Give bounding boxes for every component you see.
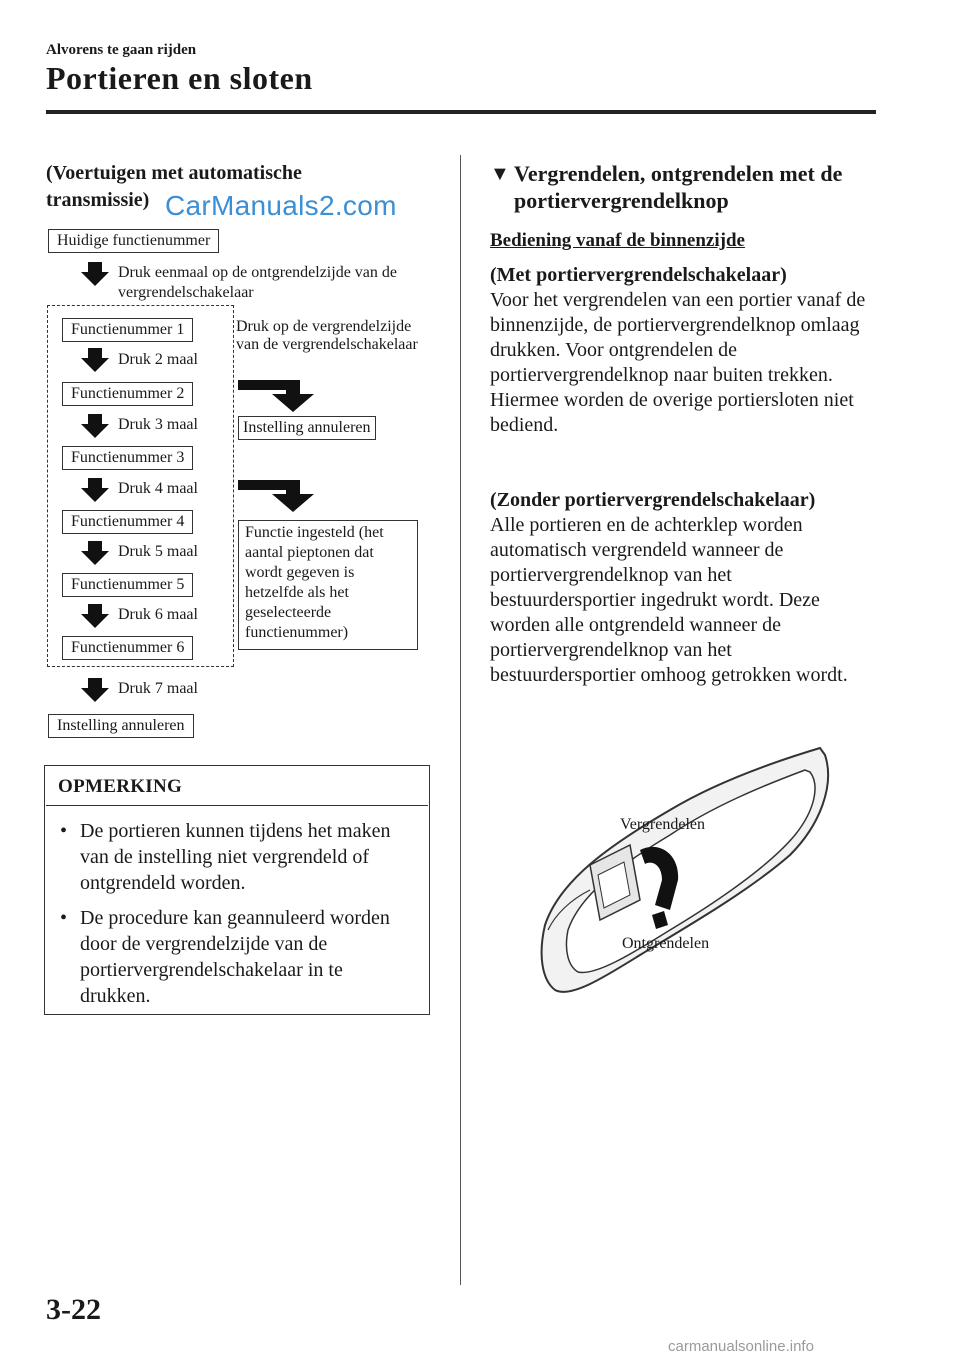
page-number: 3-22	[46, 1293, 101, 1326]
section-heading: Vergrendelen, ontgrendelen met de portiervergrendelknop	[514, 161, 843, 213]
bullet-icon: •	[60, 820, 68, 842]
function-set-box: Functie ingesteld (het aantal pieptonen dat wordt gegeven is hetzelfde als het geselecteerde functienummer)	[238, 520, 418, 650]
function-box-6: Functienummer 6	[62, 636, 193, 660]
current-function-box: Huidige functienummer	[48, 229, 219, 253]
down-arrow-icon	[81, 262, 109, 286]
right-bent-arrow-icons	[238, 380, 314, 512]
press-label-5: Druk 5 maal	[118, 543, 198, 560]
function-box-4: Functienummer 4	[62, 510, 193, 534]
function-box-2: Functienummer 2	[62, 382, 193, 406]
function-box-1: Functienummer 1	[62, 318, 193, 342]
with-switch-text: Voor het vergrendelen van een portier vanaf de binnenzijde, de portiervergrendelknop omlaag drukken. Voor ontgrendelen de portiervergrendelknop naar buiten trekken. Hiermee worden de overige portiersloten niet bediend.	[490, 289, 866, 436]
bent-arrow-icon	[238, 480, 314, 512]
footer-watermark: carmanualsonline.info	[668, 1338, 814, 1355]
cancel-setting-box-bottom: Instelling annuleren	[48, 714, 194, 738]
section-label: Alvorens te gaan rijden	[46, 42, 197, 58]
down-arrow-icon	[81, 604, 109, 628]
note-item	[60, 818, 415, 896]
column-divider	[460, 155, 461, 1285]
without-switch-heading: (Zonder portiervergrendelschakelaar)	[490, 489, 816, 511]
lock-side-press-label: Druk op de vergrendelzijde van de vergrendelschakelaar	[236, 318, 418, 353]
press-label-2: Druk 2 maal	[118, 351, 198, 368]
function-box-3: Functienummer 3	[62, 446, 193, 470]
cancel-setting-box-right: Instelling annuleren	[238, 416, 376, 440]
down-arrow-icon	[81, 348, 109, 372]
press-label-3: Druk 3 maal	[118, 416, 198, 433]
door-handle-illustration	[520, 740, 840, 1000]
down-arrow-icon	[81, 541, 109, 565]
press-label-6: Druk 6 maal	[118, 606, 198, 623]
press-once-label: Druk eenmaal op de ontgrendelzijde van de vergrendelschakelaar	[118, 264, 397, 301]
note-title: OPMERKING	[58, 776, 183, 797]
down-arrow-icon	[81, 478, 109, 502]
with-switch-heading: (Met portiervergrendelschakelaar)	[490, 264, 787, 286]
press-label-4: Druk 4 maal	[118, 480, 198, 497]
note-item	[60, 905, 415, 1009]
unlock-label: Ontgrendelen	[622, 935, 710, 952]
down-arrow-icon	[81, 678, 109, 702]
bullet-icon: •	[60, 907, 68, 929]
without-switch-text: Alle portieren en de achterklep worden automatisch vergrendeld wanneer de portiervergrendelknop van het bestuurdersportier ingedrukt wordt. Deze worden alle ontgrendeld wanneer de portiervergrendelknop van het bestuurdersportier omhoog getrokken wordt.	[490, 514, 848, 686]
bent-arrow-icon	[238, 380, 314, 412]
note-item-text: De procedure kan geannuleerd worden door de vergrendelzijde van de portiervergrendelschakelaar in te drukken.	[80, 907, 390, 1007]
subheading: Bediening vanaf de binnenzijde	[490, 230, 745, 251]
press-label-7: Druk 7 maal	[118, 680, 198, 697]
site-watermark: CarManuals2.com	[165, 190, 397, 221]
triangle-icon: ▼	[490, 163, 510, 185]
transmission-subhead: (Voertuigen met automatische transmissie)	[46, 162, 302, 211]
function-box-5: Functienummer 5	[62, 573, 193, 597]
lock-label: Vergrendelen	[620, 816, 705, 833]
down-arrow-icon	[81, 414, 109, 438]
note-item-text: De portieren kunnen tijdens het maken van de instelling niet vergrendeld of ontgrendeld worden.	[80, 820, 391, 894]
page-title: Portieren en sloten	[46, 60, 313, 96]
